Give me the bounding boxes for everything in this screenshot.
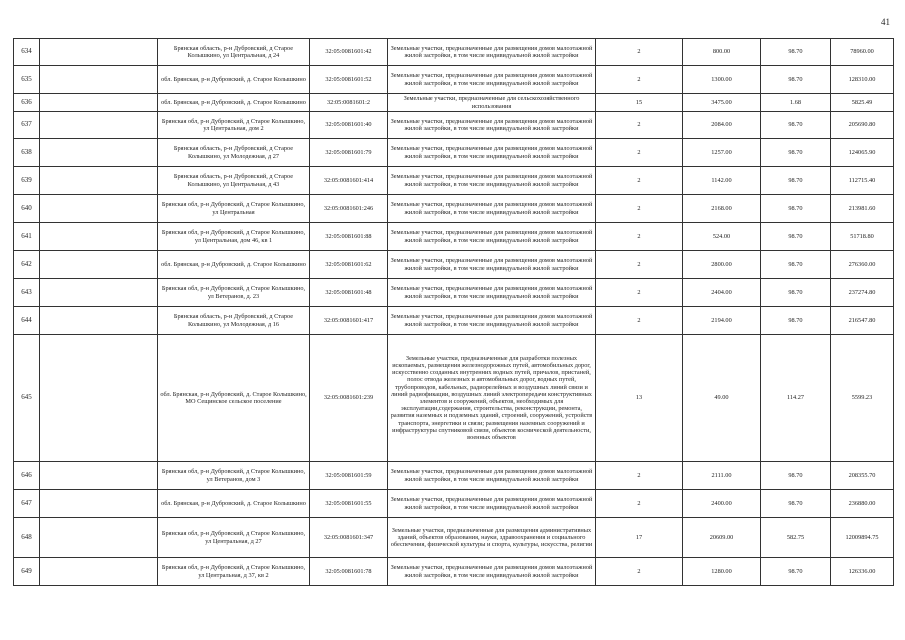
cadastral-number-cell: 32:05:0081601:52 [310,66,388,94]
address-cell: Брянская обл, р-н Дубровский, д Старое Колышкино, ул Центральная [158,195,310,223]
table-row [14,167,894,195]
table-row [14,94,894,112]
cadastral-number-cell: 32:05:0081601:78 [310,558,388,586]
row-number-cell: 640 [14,195,40,223]
cadastral-number-cell: 32:05:0081601:40 [310,112,388,139]
cadastral-number-cell: 32:05:0081601:414 [310,167,388,195]
empty-cell-cell [40,112,158,139]
area-cell: 2168.00 [683,195,761,223]
area-cell: 2194.00 [683,307,761,335]
group-code-cell: 2 [596,462,683,490]
table-row [14,518,894,558]
land-use-type-cell: Земельные участки, предназначенные для размещения домов малоэтажной жилой застройки, в том числе индивидуальной жилой застройки [388,251,596,279]
area-cell: 1257.00 [683,139,761,167]
table-row [14,335,894,462]
table-row [14,66,894,94]
area-cell: 1300.00 [683,66,761,94]
row-number-cell: 636 [14,94,40,112]
address-cell: обл. Брянская, р-н Дубровский, д. Старое Колышкино [158,251,310,279]
empty-cell-cell [40,490,158,518]
cadastral-number-cell: 32:05:0081601:79 [310,139,388,167]
land-use-type-cell: Земельные участки, предназначенные для размещения домов малоэтажной жилой застройки, в том числе индивидуальной жилой застройки [388,195,596,223]
group-code-cell: 2 [596,39,683,66]
cadastral-number-cell: 32:05:0081601:55 [310,490,388,518]
address-cell: Брянская обл, р-н Дубровский, д Старое Колышкино, ул Центральная, дом 2 [158,112,310,139]
table-row [14,195,894,223]
table-row [14,490,894,518]
group-code-cell: 15 [596,94,683,112]
area-cell: 2111.00 [683,462,761,490]
group-code-cell: 13 [596,335,683,462]
cadastral-value-cell: 5825.49 [831,94,894,112]
group-code-cell: 2 [596,307,683,335]
land-use-type-cell: Земельные участки, предназначенные для размещения домов малоэтажной жилой застройки, в том числе индивидуальной жилой застройки [388,558,596,586]
land-use-type-cell: Земельные участки, предназначенные для размещения домов малоэтажной жилой застройки, в том числе индивидуальной жилой застройки [388,66,596,94]
cadastral-value-cell: 216547.80 [831,307,894,335]
row-number-cell: 648 [14,518,40,558]
table-row [14,139,894,167]
land-use-type-cell: Земельные участки, предназначенные для размещения домов малоэтажной жилой застройки, в том числе индивидуальной жилой застройки [388,490,596,518]
address-cell: Брянская обл, р-н Дубровский, д Старое Колышкино, ул Ветеранов, дом 3 [158,462,310,490]
area-cell: 1142.00 [683,167,761,195]
land-use-type-cell: Земельные участки, предназначенные для размещения административных зданий, объектов образования, науки, здравоохранения и социального обеспечения, физической культуры и спорта, культуры, искусства, религии [388,518,596,558]
empty-cell-cell [40,139,158,167]
group-code-cell: 2 [596,112,683,139]
cadastral-value-cell: 276360.00 [831,251,894,279]
table-row [14,558,894,586]
row-number-cell: 643 [14,279,40,307]
group-code-cell: 2 [596,279,683,307]
group-code-cell: 2 [596,195,683,223]
land-use-type-cell: Земельные участки, предназначенные для размещения домов малоэтажной жилой застройки, в том числе индивидуальной жилой застройки [388,167,596,195]
cadastral-value-cell: 126336.00 [831,558,894,586]
land-use-type-cell: Земельные участки, предназначенные для сельскохозяйственного использования [388,94,596,112]
area-cell: 1280.00 [683,558,761,586]
land-use-type-cell: Земельные участки, предназначенные для размещения домов малоэтажной жилой застройки, в том числе индивидуальной жилой застройки [388,112,596,139]
specific-value-cell: 98.70 [761,223,831,251]
cadastral-number-cell: 32:05:0081601:347 [310,518,388,558]
empty-cell-cell [40,66,158,94]
row-number-cell: 646 [14,462,40,490]
row-number-cell: 647 [14,490,40,518]
cadastral-value-cell: 78960.00 [831,39,894,66]
table-row [14,251,894,279]
specific-value-cell: 98.70 [761,66,831,94]
empty-cell-cell [40,558,158,586]
area-cell: 524.00 [683,223,761,251]
empty-cell-cell [40,307,158,335]
address-cell: обл. Брянская, р-н Дубровский, д. Старое Колышкино, МО Сещинское сельское поселение [158,335,310,462]
land-use-type-cell: Земельные участки, предназначенные для разработки полезных ископаемых, размещения железнодорожных путей, автомобильных дорог, искусственно созданных внутренних водных путей, причалов, пристаней, полос отвода железных и автомобильных дорог, водных путей, трубопроводов, кабельных, радиорелейных и воздушных линий связи и линий радиофикации, воздушных линий электропередачи конструктивных элементов и сооружений, объектов, необходимых для эксплуатации,содержания, строительства, реконструкции, ремонта, развития наземных и подземных зданий, строений, сооружений, устройств транспорта, энергетики и связи; размещения наземных сооружений и инфраструктуры спутниковой связи, объектов космической деятельности, военных объектов [388,335,596,462]
cadastral-number-cell: 32:05:0081601:246 [310,195,388,223]
empty-cell-cell [40,518,158,558]
area-cell: 2800.00 [683,251,761,279]
row-number-cell: 634 [14,39,40,66]
address-cell: обл. Брянская, р-н Дубровский, д. Старое Колышкино [158,490,310,518]
cadastral-value-cell: 205690.80 [831,112,894,139]
empty-cell-cell [40,195,158,223]
empty-cell-cell [40,251,158,279]
empty-cell-cell [40,279,158,307]
land-use-type-cell: Земельные участки, предназначенные для размещения домов малоэтажной жилой застройки, в том числе индивидуальной жилой застройки [388,223,596,251]
address-cell: обл. Брянская, р-н Дубровский, д. Старое Колышкино [158,94,310,112]
cadastral-number-cell: 32:05:0081601:62 [310,251,388,279]
cadastral-number-cell: 32:05:0081601:2 [310,94,388,112]
specific-value-cell: 98.70 [761,139,831,167]
cadastral-value-cell: 124065.90 [831,139,894,167]
cadastral-value-cell: 51718.80 [831,223,894,251]
specific-value-cell: 98.70 [761,462,831,490]
area-cell: 20609.00 [683,518,761,558]
cadastral-number-cell: 32:05:0081601:59 [310,462,388,490]
row-number-cell: 642 [14,251,40,279]
row-number-cell: 641 [14,223,40,251]
cadastral-value-cell: 128310.00 [831,66,894,94]
group-code-cell: 17 [596,518,683,558]
specific-value-cell: 98.70 [761,251,831,279]
address-cell: Брянская область, р-н Дубровский, д Старое Колышкино, ул Молодежная, д 27 [158,139,310,167]
group-code-cell: 2 [596,251,683,279]
cadastral-value-table [13,38,894,586]
specific-value-cell: 98.70 [761,112,831,139]
address-cell: обл. Брянская, р-н Дубровский, д. Старое Колышкино [158,66,310,94]
address-cell: Брянская обл, р-н Дубровский, д Старое Колышкино, ул Центральная, д 27 [158,518,310,558]
area-cell: 3475.00 [683,94,761,112]
group-code-cell: 2 [596,139,683,167]
area-cell: 800.00 [683,39,761,66]
specific-value-cell: 98.70 [761,167,831,195]
empty-cell-cell [40,167,158,195]
empty-cell-cell [40,94,158,112]
land-use-type-cell: Земельные участки, предназначенные для размещения домов малоэтажной жилой застройки, в том числе индивидуальной жилой застройки [388,462,596,490]
address-cell: Брянская обл, р-н Дубровский, д Старое Колышкино, ул Ветеранов, д. 23 [158,279,310,307]
empty-cell-cell [40,223,158,251]
area-cell: 2084.00 [683,112,761,139]
row-number-cell: 635 [14,66,40,94]
cadastral-value-cell: 236880.00 [831,490,894,518]
specific-value-cell: 98.70 [761,195,831,223]
page-number: 41 [881,17,890,27]
group-code-cell: 2 [596,558,683,586]
cadastral-value-cell: 5599.23 [831,335,894,462]
land-use-type-cell: Земельные участки, предназначенные для размещения домов малоэтажной жилой застройки, в том числе индивидуальной жилой застройки [388,39,596,66]
row-number-cell: 637 [14,112,40,139]
address-cell: Брянская область, р-н Дубровский, д Старое Колышкино, ул Центральная, д 24 [158,39,310,66]
group-code-cell: 2 [596,223,683,251]
area-cell: 2400.00 [683,490,761,518]
row-number-cell: 649 [14,558,40,586]
address-cell: Брянская обл, р-н Дубровский, д Старое Колышкино, ул Центральная, д 37, кв 2 [158,558,310,586]
cadastral-number-cell: 32:05:0081601:42 [310,39,388,66]
address-cell: Брянская обл, р-н Дубровский, д Старое Колышкино, ул Центральная, дом 46, кв 1 [158,223,310,251]
specific-value-cell: 98.70 [761,279,831,307]
cadastral-value-cell: 112715.40 [831,167,894,195]
cadastral-number-cell: 32:05:0081601:48 [310,279,388,307]
table-row [14,39,894,66]
table-row [14,112,894,139]
table-row [14,462,894,490]
area-cell: 2404.00 [683,279,761,307]
cadastral-value-cell: 237274.80 [831,279,894,307]
cadastral-value-cell: 213981.60 [831,195,894,223]
specific-value-cell: 98.70 [761,490,831,518]
row-number-cell: 644 [14,307,40,335]
specific-value-cell: 98.70 [761,39,831,66]
cadastral-value-cell: 12009894.75 [831,518,894,558]
row-number-cell: 639 [14,167,40,195]
area-cell: 49.00 [683,335,761,462]
row-number-cell: 638 [14,139,40,167]
cadastral-value-cell: 208355.70 [831,462,894,490]
table-row [14,279,894,307]
row-number-cell: 645 [14,335,40,462]
group-code-cell: 2 [596,66,683,94]
table-row [14,223,894,251]
address-cell: Брянская область, р-н Дубровский, д Старое Колышкино, ул Молодежная, д 16 [158,307,310,335]
specific-value-cell: 98.70 [761,307,831,335]
cadastral-number-cell: 32:05:0081601:88 [310,223,388,251]
address-cell: Брянская область, р-н Дубровский, д Старое Колышкино, ул Центральная, д 43 [158,167,310,195]
empty-cell-cell [40,462,158,490]
group-code-cell: 2 [596,490,683,518]
cadastral-number-cell: 32:05:0081601:417 [310,307,388,335]
land-use-type-cell: Земельные участки, предназначенные для размещения домов малоэтажной жилой застройки, в том числе индивидуальной жилой застройки [388,279,596,307]
table-row [14,307,894,335]
specific-value-cell: 114.27 [761,335,831,462]
empty-cell-cell [40,335,158,462]
land-use-type-cell: Земельные участки, предназначенные для размещения домов малоэтажной жилой застройки, в том числе индивидуальной жилой застройки [388,307,596,335]
land-use-type-cell: Земельные участки, предназначенные для размещения домов малоэтажной жилой застройки, в том числе индивидуальной жилой застройки [388,139,596,167]
cadastral-number-cell: 32:05:0081601:239 [310,335,388,462]
specific-value-cell: 1.68 [761,94,831,112]
specific-value-cell: 582.75 [761,518,831,558]
specific-value-cell: 98.70 [761,558,831,586]
group-code-cell: 2 [596,167,683,195]
empty-cell-cell [40,39,158,66]
